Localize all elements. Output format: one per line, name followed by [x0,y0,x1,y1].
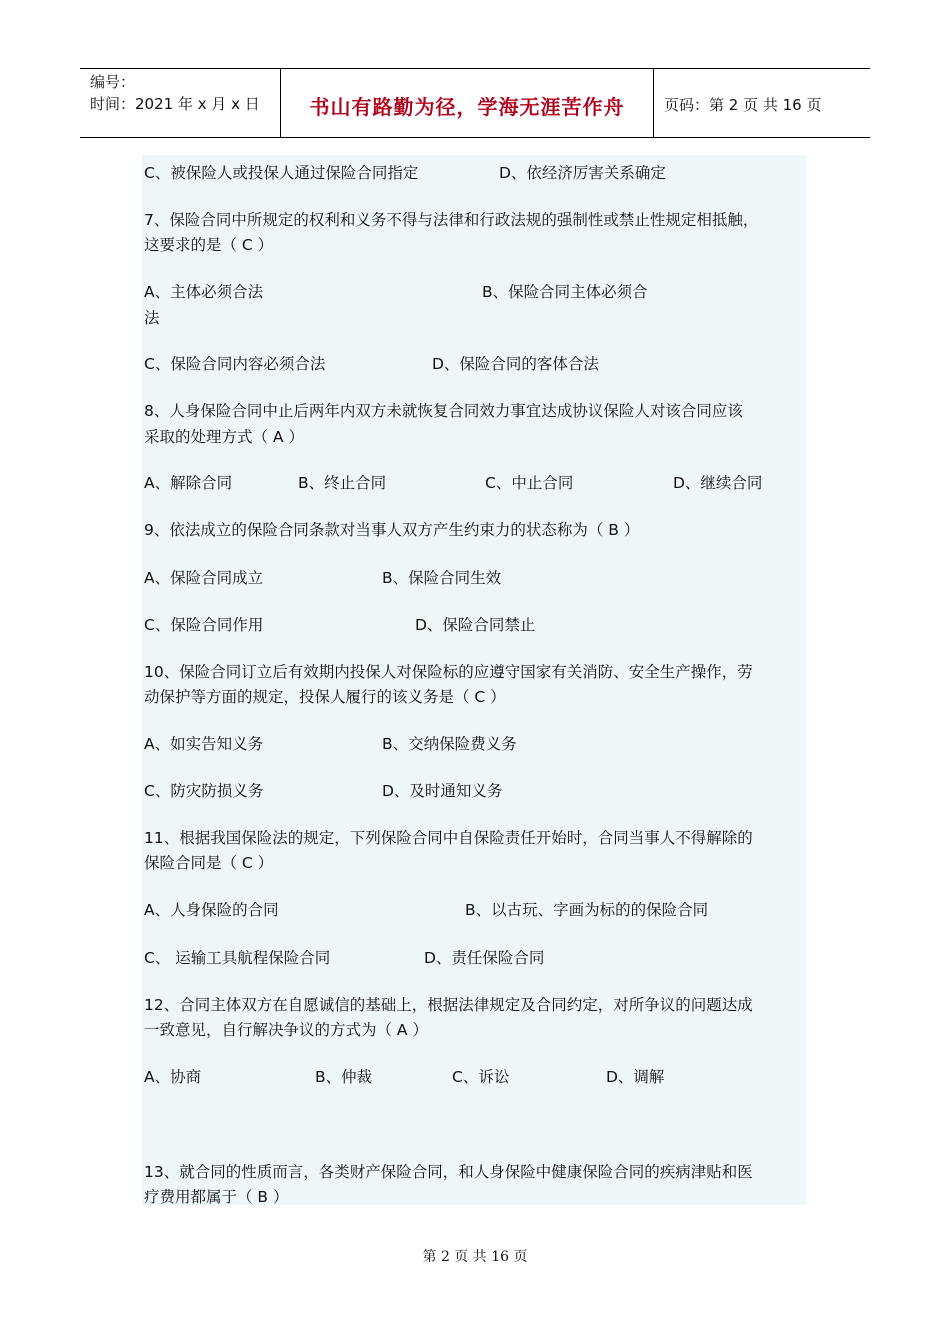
q8-option-d: D、继续合同 [673,474,763,492]
q7-text-line1: 7、保险合同中所规定的权利和义务不得与法律和行政法规的强制性或禁止性规定相抵触， [144,211,759,229]
q12-option-d: D、调解 [606,1068,665,1086]
q9-option-d: D、保险合同禁止 [415,616,536,634]
q8-option-a: A、解除合同 [144,474,233,492]
header-motto: 书山有路勤为径，学海无涯苦作舟 [309,95,625,119]
q11-text-line2: 保险合同是（ C ） [144,854,274,872]
q11-option-b: B、以古玩、字画为标的的保险合同 [465,901,709,919]
q10-text-line2: 动保护等方面的规定，投保人履行的该义务是（ C ） [144,688,506,706]
q8-text-line1: 8、人身保险合同中止后两年内双方未就恢复合同效力事宜达成协议保险人对该合同应该 [144,402,743,420]
document-date: 时间：2021 年 x 月 x 日 [90,95,260,113]
q11-option-c: C、 运输工具航程保险合同 [144,949,331,967]
q9-option-a: A、保险合同成立 [144,569,264,587]
q13-text-line1: 13、就合同的性质而言，各类财产保险合同，和人身保险中健康保险合同的疾病津贴和医 [144,1163,753,1181]
header-meta [80,69,281,137]
q9-option-c: C、保险合同作用 [144,616,264,634]
q7-option-b-wrap: 法 [144,309,160,327]
q12-option-a: A、协商 [144,1068,202,1086]
q11-option-d: D、责任保险合同 [424,949,545,967]
document-number-label: 编号： [90,73,136,91]
q11-option-a: A、人身保险的合同 [144,901,279,919]
header-page-info: 页码：第 2 页 共 16 页 [664,96,822,114]
q10-text-line1: 10、保险合同订立后有效期内投保人对保险标的应遵守国家有关消防、安全生产操作，劳 [144,663,753,681]
q12-text-line2: 一致意见，自行解决争议的方式为（ A ） [144,1021,428,1039]
q8-text-line2: 采取的处理方式（ A ） [144,428,304,446]
q7-option-c: C、保险合同内容必须合法 [144,355,326,373]
q12-option-c: C、诉讼 [452,1068,510,1086]
page-footer: 第 2 页 共 16 页 [422,1249,528,1265]
q10-option-d: D、及时通知义务 [382,782,503,800]
q12-option-b: B、仲裁 [315,1068,373,1086]
q7-option-d: D、保险合同的客体合法 [432,355,599,373]
q10-option-a: A、如实告知义务 [144,735,264,753]
header-motto-cell [281,69,654,137]
q10-option-c: C、防灾防损义务 [144,782,264,800]
q8-option-b: B、终止合同 [298,474,387,492]
q6-option-c: C、被保险人或投保人通过保险合同指定 [144,164,419,182]
q7-option-b: B、保险合同主体必须合 [482,283,648,301]
page-header [80,68,870,138]
q9-text-line1: 9、依法成立的保险合同条款对当事人双方产生约束力的状态称为（ B ） [144,521,640,539]
q8-option-c: C、中止合同 [485,474,574,492]
q10-option-b: B、交纳保险费义务 [382,735,517,753]
question-content [142,155,806,1205]
q6-option-d: D、依经济厉害关系确定 [499,164,666,182]
q9-option-b: B、保险合同生效 [382,569,502,587]
q13-text-line2: 疗费用都属于（ B ） [144,1188,289,1206]
q7-text-line2: 这要求的是（ C ） [144,236,274,254]
q11-text-line1: 11、根据我国保险法的规定，下列保险合同中自保险责任开始时，合同当事人不得解除的 [144,829,753,847]
q12-text-line1: 12、合同主体双方在自愿诚信的基础上，根据法律规定及合同约定，对所争议的问题达成 [144,996,753,1014]
q7-option-a: A、主体必须合法 [144,283,264,301]
